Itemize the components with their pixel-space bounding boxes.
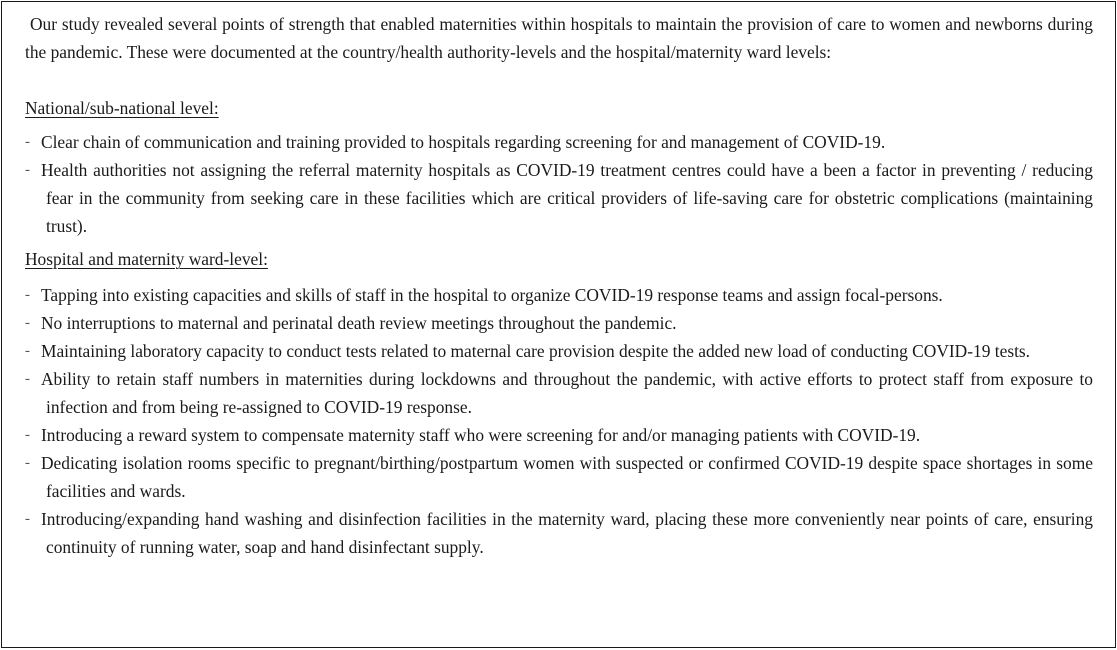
dash-bullet: - [25,427,30,443]
intro-paragraph: Our study revealed several points of strength that enabled maternities within hospitals to maintain the provision of care to women and newborns during the pandemic. These were documented at the country/health authority-levels and the hospital/maternity ward levels: [25,14,1093,62]
dash-bullet: - [25,134,30,150]
hospital-list [25,281,1093,561]
list-item: - Tapping into existing capacities and skills of staff in the hospital to organize COVID-19 response teams and assign focal-persons. [25,281,1093,309]
dash-bullet: - [25,162,30,178]
section-heading-hospital: Hospital and maternity ward-level: [25,249,268,269]
national-list [25,128,1093,240]
section-heading-national: National/sub-national level: [25,98,219,118]
text-box [1,1,1116,648]
list-item: - Ability to retain staff numbers in maternities during lockdowns and throughout the pandemic, with active efforts to protect staff from exposure to infection and from being re-assigned to COVID-19 response. [25,365,1093,421]
dash-bullet: - [25,315,30,331]
list-item: - Dedicating isolation rooms specific to pregnant/birthing/postpartum women with suspected or confirmed COVID-19 despite space shortages in some facilities and wards. [25,449,1093,505]
list-item: - No interruptions to maternal and perinatal death review meetings throughout the pandemic. [25,309,1093,337]
list-item: - Clear chain of communication and training provided to hospitals regarding screening for and management of COVID-19. [25,128,1093,156]
list-item: - Health authorities not assigning the referral maternity hospitals as COVID-19 treatment centres could have a been a factor in preventing / reducing fear in the community from seeking care in these facilities which are critical providers of life-saving care for obstetric complications (maintaining trust). [25,156,1093,240]
dash-bullet: - [25,371,30,387]
dash-bullet: - [25,511,30,527]
dash-bullet: - [25,343,30,359]
dash-bullet: - [25,287,30,303]
list-item: - Introducing/expanding hand washing and disinfection facilities in the maternity ward, placing these more conveniently near points of care, ensuring continuity of running water, soap and hand disinfectant supply. [25,505,1093,561]
list-item: - Maintaining laboratory capacity to conduct tests related to maternal care provision despite the added new load of conducting COVID-19 tests. [25,337,1093,365]
list-item: - Introducing a reward system to compensate maternity staff who were screening for and/or managing patients with COVID-19. [25,421,1093,449]
dash-bullet: - [25,455,30,471]
